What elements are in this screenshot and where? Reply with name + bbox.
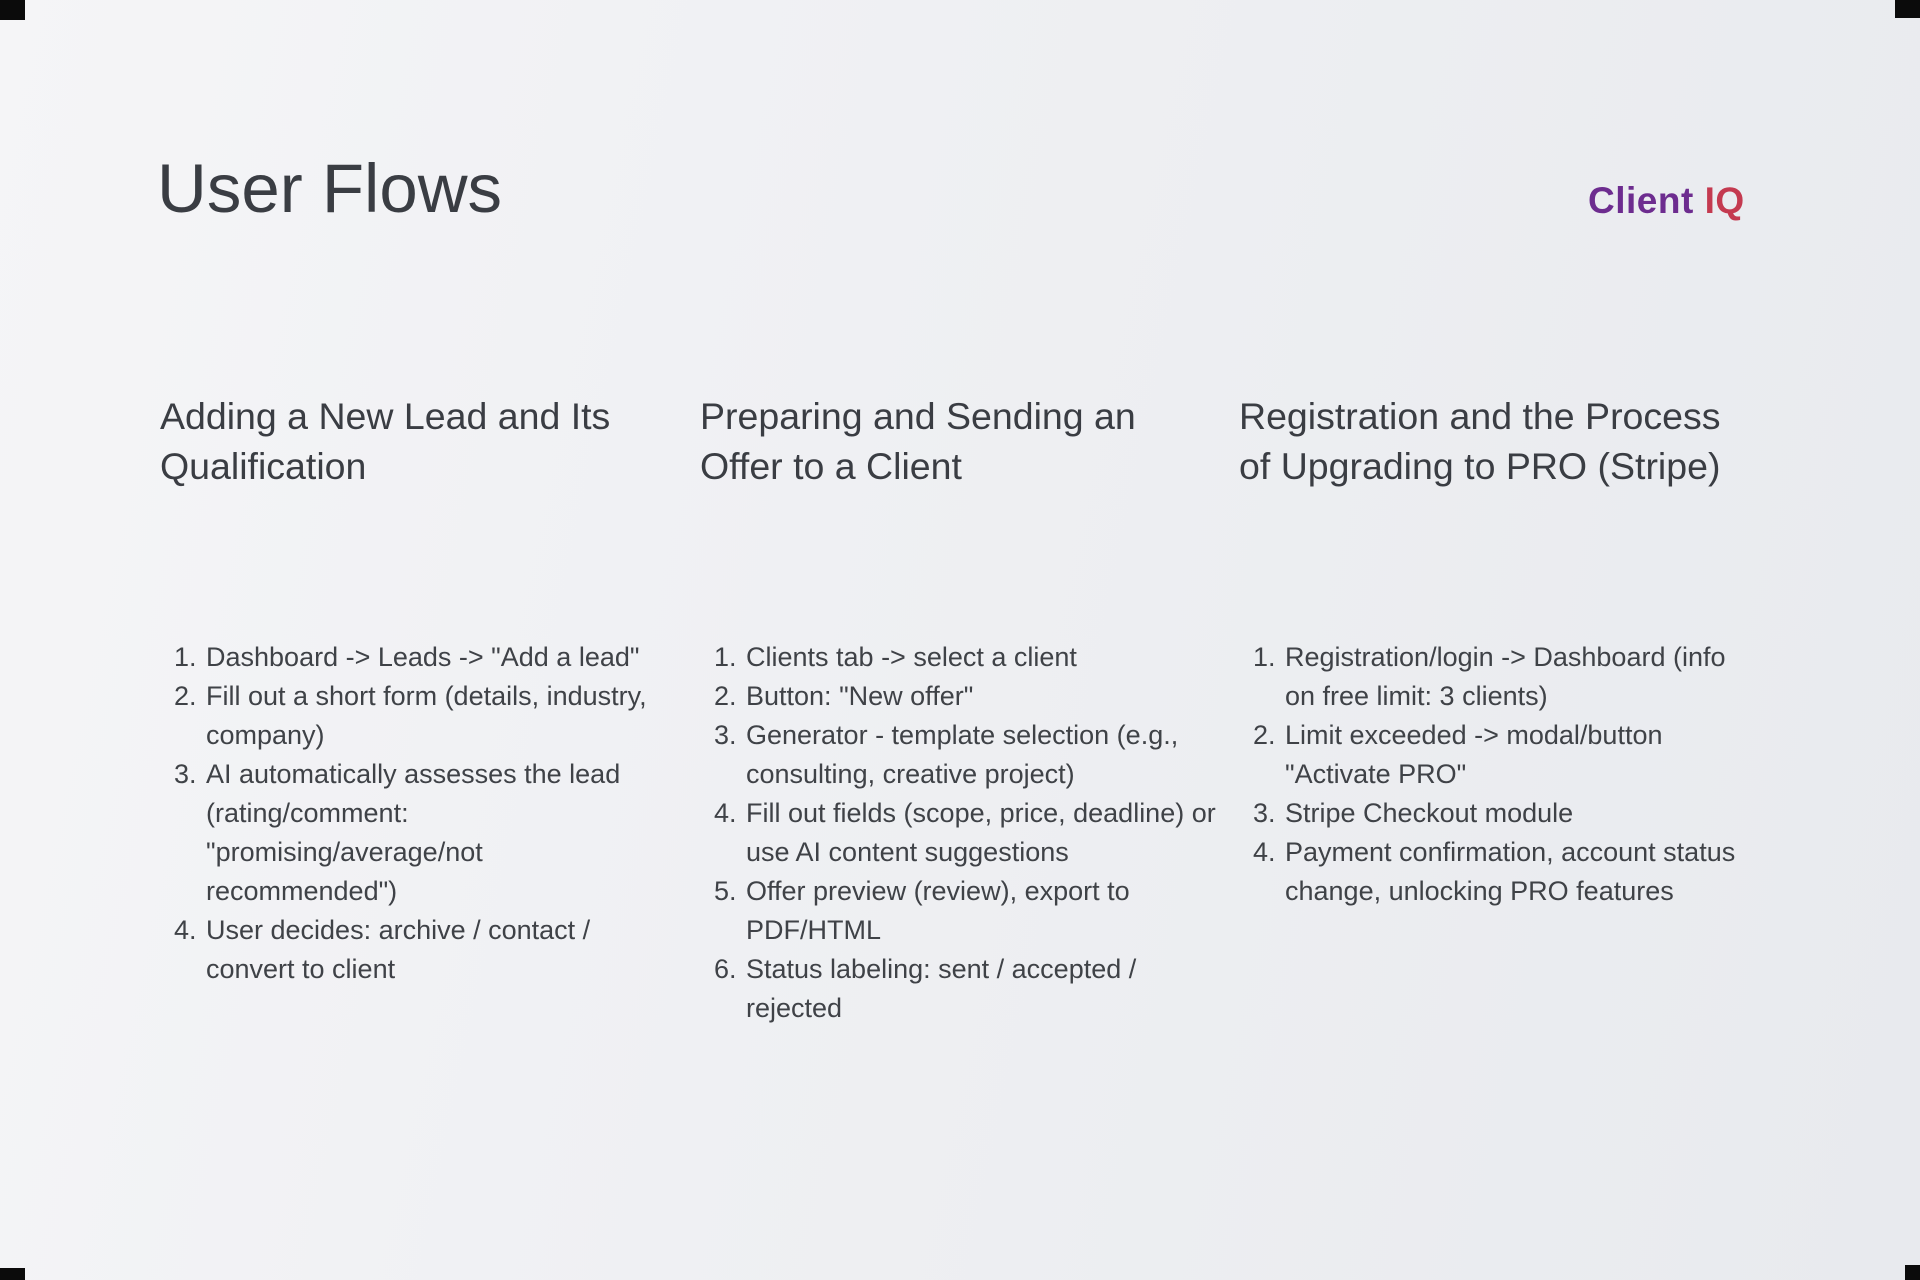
- flow-step: 2. Limit exceeded -> modal/button "Activate PRO": [1283, 716, 1751, 794]
- flow-step: 1. Dashboard -> Leads -> "Add a lead": [204, 638, 660, 677]
- flow-step: 3. AI automatically assesses the lead (rating/comment: "promising/average/not recommended"): [204, 755, 660, 911]
- corner-mark-top-right: [1895, 0, 1920, 18]
- corner-mark-top-left: [0, 0, 25, 20]
- flow-step: 4. User decides: archive / contact / convert to client: [204, 911, 660, 989]
- flow-step: 3. Generator - template selection (e.g., consulting, creative project): [744, 716, 1220, 794]
- page-title: User Flows: [157, 150, 503, 227]
- corner-mark-bottom-right: [1905, 1265, 1920, 1280]
- flow-step: 5. Offer preview (review), export to PDF/HTML: [744, 872, 1220, 950]
- flow-heading-offer: Preparing and Sending an Offer to a Client: [700, 395, 1136, 487]
- flow-column-offer: [700, 392, 1220, 1028]
- flow-step: 1. Clients tab -> select a client: [744, 638, 1220, 677]
- flow-heading-registration-pro: Registration and the Process of Upgrading to PRO (Stripe): [1239, 395, 1721, 487]
- flow-step: 2. Fill out a short form (details, industry, company): [204, 677, 660, 755]
- flow-column-lead-qualification: [160, 392, 660, 989]
- flow-step: 6. Status labeling: sent / accepted / rejected: [744, 950, 1220, 1028]
- flow-column-registration-pro: [1239, 392, 1751, 911]
- flow-step: 2. Button: "New offer": [744, 677, 1220, 716]
- logo-text-iq: IQ: [1704, 180, 1745, 221]
- flow-steps-offer: [700, 638, 1220, 1028]
- flow-steps-registration-pro: [1239, 638, 1751, 911]
- client-iq-logo: [1588, 180, 1745, 222]
- corner-mark-bottom-left: [0, 1268, 25, 1280]
- flow-step: 4. Fill out fields (scope, price, deadline) or use AI content suggestions: [744, 794, 1220, 872]
- flow-heading-lead-qualification: Adding a New Lead and Its Qualification: [160, 395, 611, 487]
- flow-step: 4. Payment confirmation, account status change, unlocking PRO features: [1283, 833, 1751, 911]
- flow-steps-lead-qualification: [160, 638, 660, 989]
- logo-text-client: Client: [1588, 180, 1694, 221]
- flow-step: 1. Registration/login -> Dashboard (info on free limit: 3 clients): [1283, 638, 1751, 716]
- flow-step: 3. Stripe Checkout module: [1283, 794, 1751, 833]
